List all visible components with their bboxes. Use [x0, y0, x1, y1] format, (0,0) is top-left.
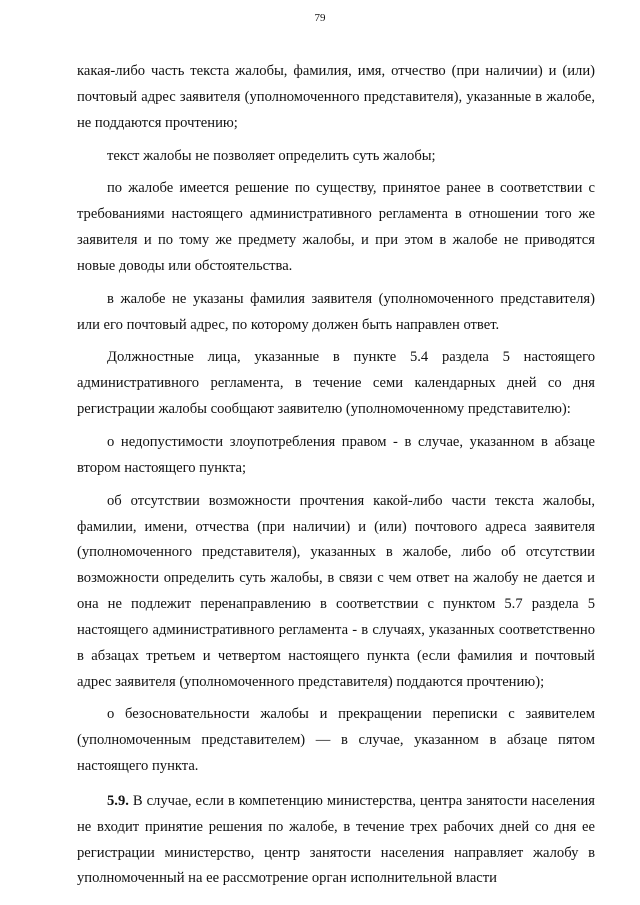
paragraph: текст жалобы не позволяет определить суть жалобы;	[107, 147, 436, 164]
section-5-9-paragraph	[77, 789, 595, 892]
page-number: 79	[314, 12, 326, 24]
paragraph: в жалобе не указаны фамилия заявителя (уполномоченного представителя) или его почтовый адрес, по которому должен быть направлен ответ.	[77, 290, 595, 333]
paragraph: по жалобе имеется решение по существу, принятое ранее в соответствии с требованиями настоящего административного регламента в отношении того же заявителя и по тому же предмету жалобы, и при этом в жалобе не приводятся новые доводы или обстоятельства.	[77, 180, 595, 274]
section-text: В случае, если в компетенцию министерства, центра занятости населения не входит принятие решения по жалобе, в течение трех рабочих дней со дня ее регистрации министерство, центр занятости населения направляет жалобу в уполномоченный на ее рассмотрение орган исполнительной власти	[77, 792, 595, 887]
paragraph-continued: какая-либо часть текста жалобы, фамилия, имя, отчество (при наличии) и (или) почтовый адрес заявителя (уполномоченного представителя), указанные в жалобе, не поддаются прочтению;	[77, 63, 595, 131]
paragraph: о безосновательности жалобы и прекращении переписки с заявителем (уполномоченным представителем) — в случае, указанном в абзаце пятом настоящего пункта.	[77, 706, 595, 775]
paragraph: о недопустимости злоупотребления правом - в случае, указанном в абзаце втором настоящего пункта;	[77, 433, 595, 476]
paragraph: Должностные лица, указанные в пункте 5.4 раздела 5 настоящего административного регламента, в течение семи календарных дней со дня регистрации жалобы сообщают заявителю (уполномоченному представителю):	[77, 349, 595, 418]
section-number: 5.9.	[107, 792, 129, 809]
paragraph: об отсутствии возможности прочтения какой-либо части текста жалобы, фамилии, имени, отчества (при наличии) и (или) почтового адреса заявителя (уполномоченного представителя), указанных в жалобе, либо об отсутствии возможности определить суть жалобы, в связи с чем ответ на жалобу не дается и она не подлежит перенаправлению в соответствии с пунктом 5.7 раздела 5 настоящего административного регламента - в случаях, указанных соответственно в абзацах третьем и четвертом настоящего пункта (если фамилия и почтовый адрес заявителя (уполномоченного представителя) поддаются прочтению);	[77, 492, 595, 690]
body-text	[77, 59, 595, 892]
